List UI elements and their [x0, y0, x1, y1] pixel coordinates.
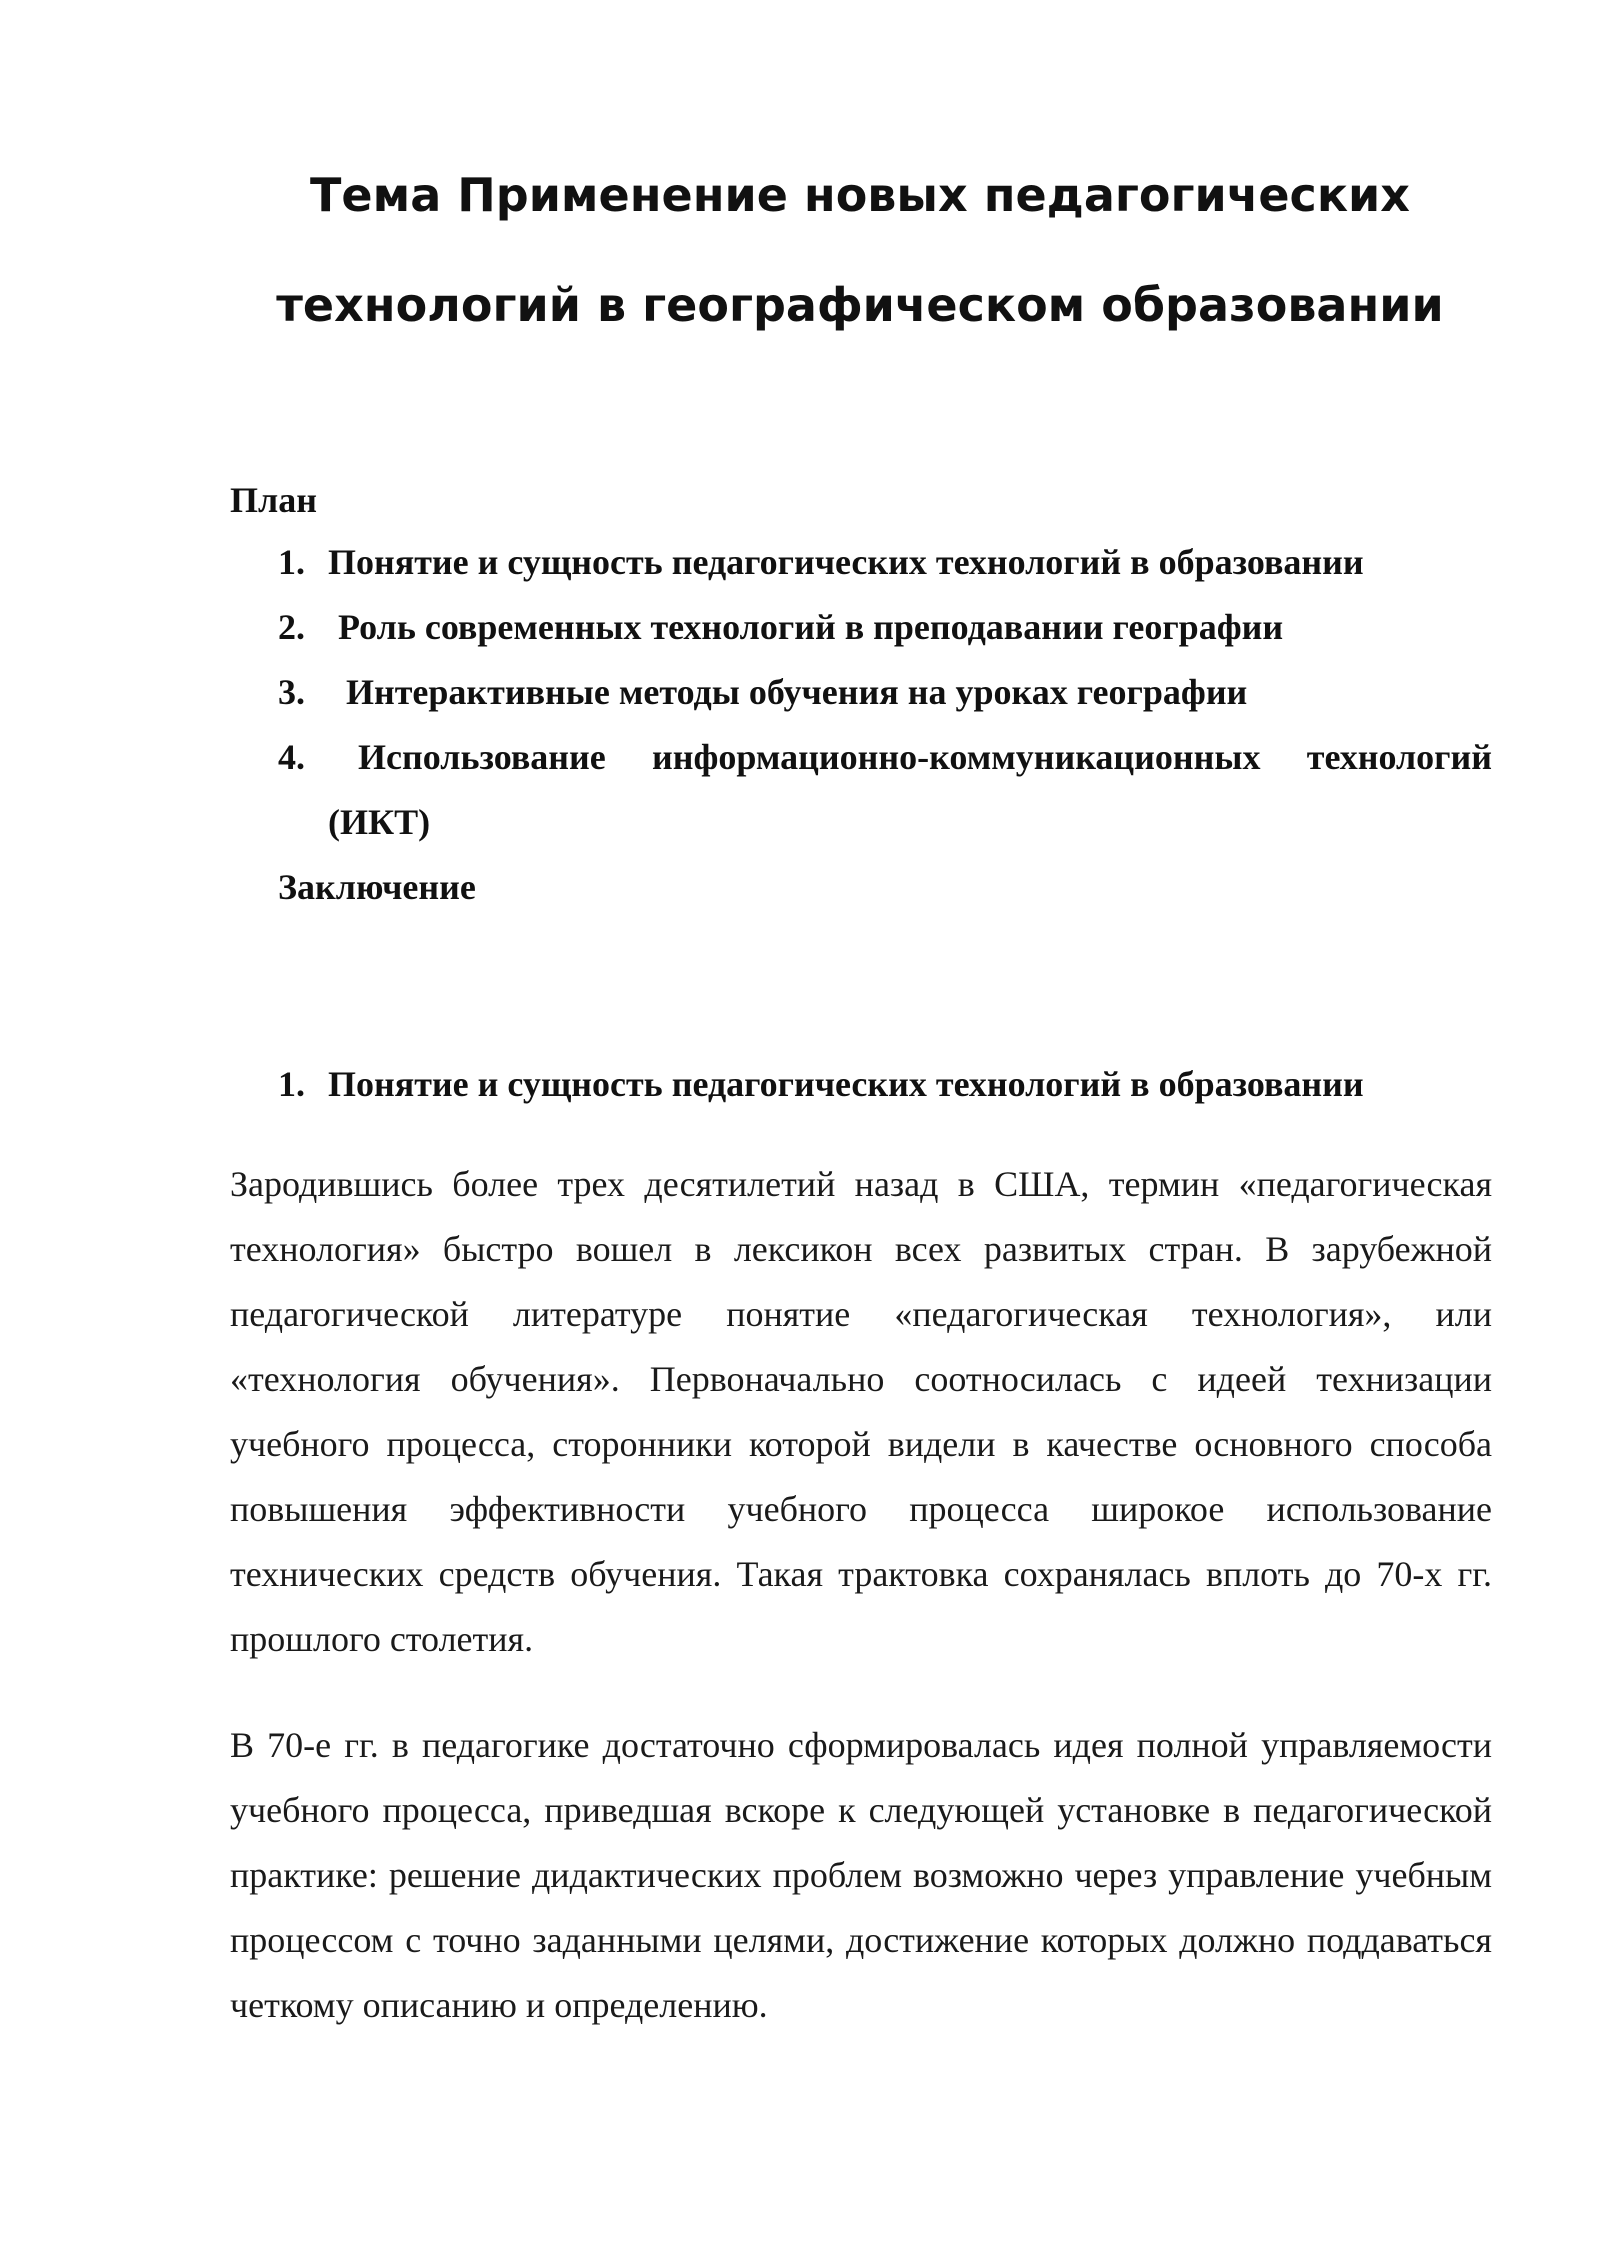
- section-title: Понятие и сущность педагогических технологий в образовании: [328, 1064, 1364, 1104]
- plan-item: [230, 725, 1492, 855]
- plan-item: [230, 660, 1492, 725]
- body-paragraph: Зародившись более трех десятилетий назад в США, термин «педагогическая технология» быстро вошел в лексикон всех развитых стран. В зарубежной педагогической литературе понятие «педагогическая технология», или «технология обучения». Первоначально соотносилась с идеей технизации учебного процесса, сторонники которой видели в качестве основного способа повышения эффективности учебного процесса широкое использование технических средств обучения. Такая трактовка сохранялась вплоть до 70-х гг. прошлого столетия.: [230, 1164, 1492, 1659]
- plan-list: [230, 530, 1492, 855]
- plan-item-number: 1.: [278, 542, 305, 582]
- document-title: [230, 140, 1490, 360]
- plan-heading: План: [230, 480, 317, 520]
- body-paragraph: В 70-е гг. в педагогике достаточно сформировалась идея полной управляемости учебного процесса, приведшая вскоре к следующей установке в педагогической практике: решение дидактических проблем возможно через управление учебным процессом с точно заданными целями, достижение которых должно поддаваться четкому описанию и определению.: [230, 1725, 1492, 2025]
- title-line-1: Тема Применение новых педагогических: [310, 168, 1410, 222]
- plan-item-number: 3.: [278, 672, 305, 712]
- plan-item-number: 4.: [278, 737, 305, 777]
- plan-item-text: Понятие и сущность педагогических технологий в образовании: [328, 542, 1364, 582]
- plan-item: [230, 595, 1492, 660]
- section-heading: [278, 1052, 1364, 1117]
- plan-item-number: 2.: [278, 607, 305, 647]
- section-number: 1.: [278, 1064, 305, 1104]
- plan-item-text: Роль современных технологий в преподавании географии: [338, 607, 1284, 647]
- plan-item-text: Использование информационно-коммуникационных технологий (ИКТ): [328, 737, 1492, 842]
- plan-item: [230, 530, 1492, 595]
- plan-item-text: Интерактивные методы обучения на уроках географии: [346, 672, 1248, 712]
- plan-conclusion: Заключение: [278, 867, 476, 907]
- title-line-2: технологий в географическом образовании: [276, 278, 1444, 332]
